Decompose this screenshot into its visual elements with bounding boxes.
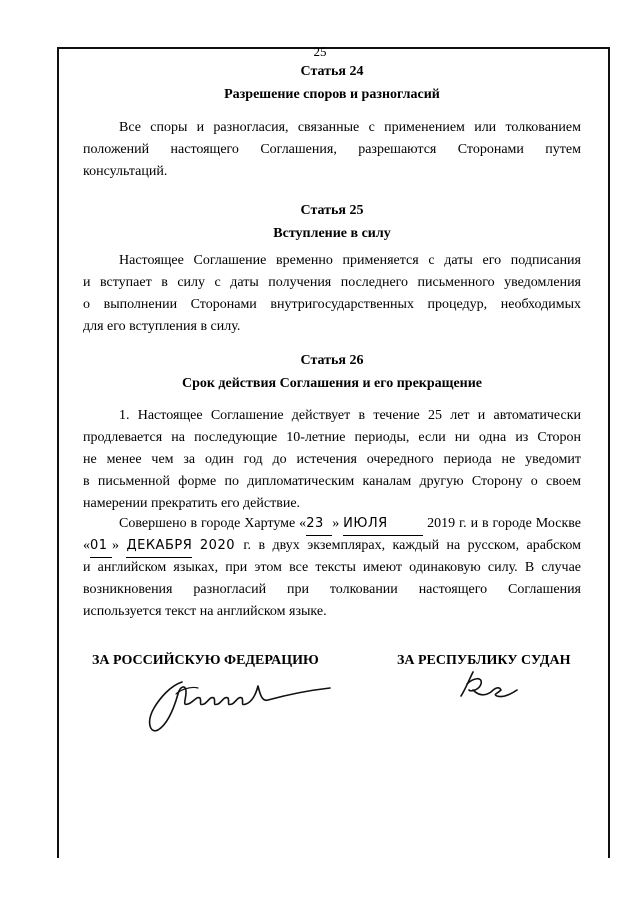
handwritten-year-2: 2020 [199, 538, 235, 553]
text-line: возникновения разногласий при толковании настоящего Соглашения [83, 582, 581, 597]
article-26-title: Срок действия Соглашения и его прекращение [181, 376, 483, 391]
article-24-title: Разрешение споров и разногласий [224, 87, 440, 102]
text-line: продлевается на последующие 10-летние периоды, если ни одна из Сторон [83, 430, 581, 445]
handwritten-day-1: 23 [306, 513, 332, 536]
article-26-number: Статья 26 [300, 353, 364, 368]
text-line: в письменной форме по дипломатическим каналам другую Сторону о своем [83, 474, 581, 489]
handwritten-month-2: ДЕКАБРЯ [126, 535, 192, 558]
signature-russia [140, 672, 340, 740]
closing-copies-text: г. в двух экземплярах, каждый на русском, арабском [243, 538, 581, 553]
page-number: 25 [313, 44, 327, 59]
closing-prefix: Совершено в городе Хартуме « [119, 516, 307, 531]
quote-open: « [83, 538, 90, 553]
article-26-text [83, 405, 581, 515]
article-25-number: Статья 25 [300, 203, 364, 218]
text-line: используется текст на английском языке. [83, 604, 327, 619]
signatory-sudan: ЗА РЕСПУБЛИКУ СУДАН [397, 653, 571, 668]
text-line: не менее чем за один год до истечения очередного периода не уведомит [83, 452, 581, 467]
text-line: намерении прекратить его действие. [83, 496, 301, 511]
article-24-number: Статья 24 [300, 64, 364, 79]
text-line: о выполнении Сторонами внутригосударственных процедур, необходимых [83, 297, 581, 312]
article-25-title: Вступление в силу [273, 226, 391, 241]
quote-close: » [332, 516, 340, 531]
text-line [83, 535, 581, 557]
text-line: для его вступления в силу. [83, 319, 241, 334]
text-line [83, 513, 581, 535]
signature-sudan [455, 668, 525, 702]
text-line: Настоящее Соглашение временно применяется с даты его подписания [119, 253, 581, 268]
text-line: положений настоящего Соглашения, разрешаются Сторонами путем [83, 142, 581, 157]
text-line: 1. Настоящее Соглашение действует в течение 25 лет и автоматически [119, 408, 581, 423]
text-line: Все споры и разногласия, связанные с применением или толкованием [119, 120, 581, 135]
signatory-russia: ЗА РОССИЙСКУЮ ФЕДЕРАЦИЮ [92, 653, 319, 668]
closing-year-and-city: 2019 г. и в городе Москве [427, 516, 582, 531]
handwritten-day-2: 01 [90, 535, 112, 558]
article-25-text [83, 250, 581, 338]
closing-paragraph [83, 513, 581, 623]
text-line: консультаций. [83, 164, 168, 179]
text-line: и вступает в силу с даты получения последнего письменного уведомления [83, 275, 581, 290]
quote-close: » [112, 538, 119, 553]
article-24-text [83, 117, 581, 183]
handwritten-month-1: ИЮЛЯ [343, 513, 423, 536]
text-line: и английском языках, при этом все тексты имеют одинаковую силу. В случае [83, 560, 581, 575]
